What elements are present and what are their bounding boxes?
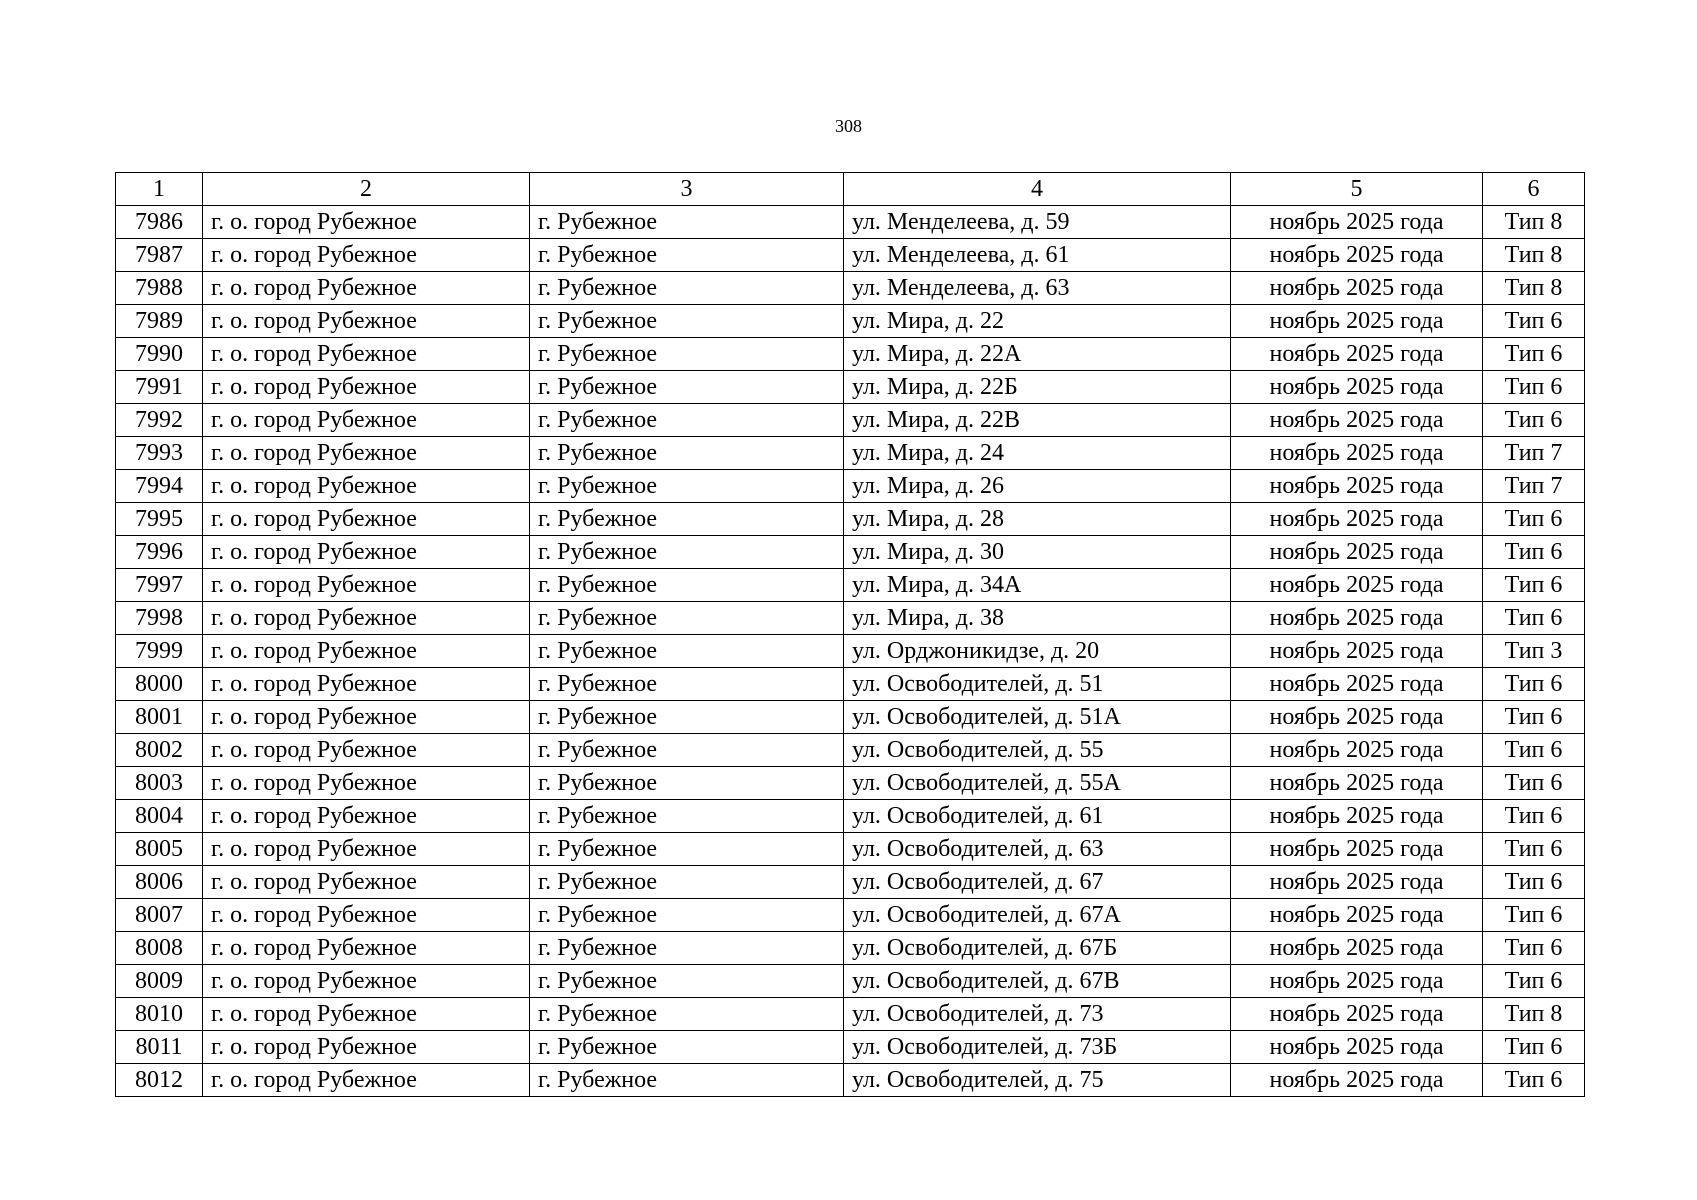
type-cell: Тип 6 [1483,833,1585,866]
district-cell: г. о. город Рубежное [203,305,530,338]
table-row [116,206,1585,239]
settlement-cell: г. Рубежное [530,833,844,866]
address-cell: ул. Мира, д. 24 [844,437,1231,470]
row-number-cell: 7993 [116,437,203,470]
address-cell: ул. Освободителей, д. 73Б [844,1031,1231,1064]
type-cell: Тип 6 [1483,767,1585,800]
table-row [116,833,1585,866]
date-cell: ноябрь 2025 года [1231,1031,1483,1064]
table-row [116,536,1585,569]
settlement-cell: г. Рубежное [530,602,844,635]
district-cell: г. о. город Рубежное [203,272,530,305]
address-cell: ул. Мира, д. 22Б [844,371,1231,404]
district-cell: г. о. город Рубежное [203,602,530,635]
date-cell: ноябрь 2025 года [1231,371,1483,404]
date-cell: ноябрь 2025 года [1231,503,1483,536]
row-number-cell: 7988 [116,272,203,305]
table-row [116,668,1585,701]
settlement-cell: г. Рубежное [530,1031,844,1064]
district-cell: г. о. город Рубежное [203,965,530,998]
address-cell: ул. Мира, д. 30 [844,536,1231,569]
settlement-cell: г. Рубежное [530,932,844,965]
row-number-cell: 8003 [116,767,203,800]
type-cell: Тип 7 [1483,470,1585,503]
district-cell: г. о. город Рубежное [203,635,530,668]
table-row [116,239,1585,272]
settlement-cell: г. Рубежное [530,536,844,569]
settlement-cell: г. Рубежное [530,569,844,602]
district-cell: г. о. город Рубежное [203,371,530,404]
address-cell: ул. Мира, д. 28 [844,503,1231,536]
settlement-cell: г. Рубежное [530,272,844,305]
address-cell: ул. Мира, д. 22В [844,404,1231,437]
settlement-cell: г. Рубежное [530,734,844,767]
housing-registry-table [115,172,1585,1097]
settlement-cell: г. Рубежное [530,239,844,272]
date-cell: ноябрь 2025 года [1231,734,1483,767]
address-cell: ул. Мира, д. 22 [844,305,1231,338]
type-cell: Тип 7 [1483,437,1585,470]
row-number-cell: 8000 [116,668,203,701]
type-cell: Тип 8 [1483,998,1585,1031]
table-row [116,437,1585,470]
settlement-cell: г. Рубежное [530,404,844,437]
district-cell: г. о. город Рубежное [203,536,530,569]
district-cell: г. о. город Рубежное [203,1064,530,1097]
row-number-cell: 8010 [116,998,203,1031]
address-cell: ул. Освободителей, д. 67А [844,899,1231,932]
settlement-cell: г. Рубежное [530,1064,844,1097]
address-cell: ул. Освободителей, д. 51А [844,701,1231,734]
column-header: 5 [1231,173,1483,206]
district-cell: г. о. город Рубежное [203,767,530,800]
row-number-cell: 7994 [116,470,203,503]
district-cell: г. о. город Рубежное [203,404,530,437]
row-number-cell: 7997 [116,569,203,602]
type-cell: Тип 6 [1483,899,1585,932]
table-header-row [116,173,1585,206]
district-cell: г. о. город Рубежное [203,866,530,899]
address-cell: ул. Освободителей, д. 61 [844,800,1231,833]
type-cell: Тип 6 [1483,866,1585,899]
table-row [116,1064,1585,1097]
date-cell: ноябрь 2025 года [1231,437,1483,470]
row-number-cell: 7991 [116,371,203,404]
address-cell: ул. Менделеева, д. 61 [844,239,1231,272]
row-number-cell: 8009 [116,965,203,998]
date-cell: ноябрь 2025 года [1231,305,1483,338]
settlement-cell: г. Рубежное [530,635,844,668]
date-cell: ноябрь 2025 года [1231,569,1483,602]
row-number-cell: 7999 [116,635,203,668]
type-cell: Тип 6 [1483,734,1585,767]
district-cell: г. о. город Рубежное [203,1031,530,1064]
row-number-cell: 7996 [116,536,203,569]
column-header: 6 [1483,173,1585,206]
type-cell: Тип 6 [1483,1064,1585,1097]
date-cell: ноябрь 2025 года [1231,833,1483,866]
settlement-cell: г. Рубежное [530,437,844,470]
settlement-cell: г. Рубежное [530,206,844,239]
date-cell: ноябрь 2025 года [1231,338,1483,371]
type-cell: Тип 6 [1483,569,1585,602]
row-number-cell: 8001 [116,701,203,734]
district-cell: г. о. город Рубежное [203,932,530,965]
settlement-cell: г. Рубежное [530,998,844,1031]
district-cell: г. о. город Рубежное [203,734,530,767]
row-number-cell: 8011 [116,1031,203,1064]
district-cell: г. о. город Рубежное [203,833,530,866]
table-row [116,305,1585,338]
settlement-cell: г. Рубежное [530,866,844,899]
column-header: 3 [530,173,844,206]
type-cell: Тип 6 [1483,668,1585,701]
row-number-cell: 7987 [116,239,203,272]
date-cell: ноябрь 2025 года [1231,272,1483,305]
row-number-cell: 8007 [116,899,203,932]
settlement-cell: г. Рубежное [530,800,844,833]
settlement-cell: г. Рубежное [530,701,844,734]
address-cell: ул. Освободителей, д. 67 [844,866,1231,899]
page-number: 308 [835,116,862,136]
table-row [116,635,1585,668]
type-cell: Тип 6 [1483,371,1585,404]
type-cell: Тип 6 [1483,965,1585,998]
address-cell: ул. Освободителей, д. 63 [844,833,1231,866]
type-cell: Тип 8 [1483,239,1585,272]
district-cell: г. о. город Рубежное [203,998,530,1031]
address-cell: ул. Освободителей, д. 67Б [844,932,1231,965]
table-row [116,734,1585,767]
type-cell: Тип 6 [1483,503,1585,536]
date-cell: ноябрь 2025 года [1231,800,1483,833]
table-row [116,569,1585,602]
district-cell: г. о. город Рубежное [203,668,530,701]
column-header: 1 [116,173,203,206]
table-row [116,1031,1585,1064]
address-cell: ул. Мира, д. 26 [844,470,1231,503]
date-cell: ноябрь 2025 года [1231,998,1483,1031]
type-cell: Тип 3 [1483,635,1585,668]
table-body [116,206,1585,1097]
table-row [116,272,1585,305]
type-cell: Тип 8 [1483,272,1585,305]
row-number-cell: 7995 [116,503,203,536]
district-cell: г. о. город Рубежное [203,239,530,272]
row-number-cell: 7998 [116,602,203,635]
row-number-cell: 8006 [116,866,203,899]
address-cell: ул. Мира, д. 38 [844,602,1231,635]
date-cell: ноябрь 2025 года [1231,965,1483,998]
table-row [116,800,1585,833]
table-row [116,602,1585,635]
address-cell: ул. Менделеева, д. 63 [844,272,1231,305]
date-cell: ноябрь 2025 года [1231,701,1483,734]
table-row [116,503,1585,536]
settlement-cell: г. Рубежное [530,899,844,932]
row-number-cell: 8012 [116,1064,203,1097]
row-number-cell: 8004 [116,800,203,833]
column-header: 2 [203,173,530,206]
settlement-cell: г. Рубежное [530,305,844,338]
address-cell: ул. Мира, д. 34А [844,569,1231,602]
row-number-cell: 7989 [116,305,203,338]
date-cell: ноябрь 2025 года [1231,899,1483,932]
date-cell: ноябрь 2025 года [1231,932,1483,965]
address-cell: ул. Освободителей, д. 75 [844,1064,1231,1097]
table-row [116,470,1585,503]
district-cell: г. о. город Рубежное [203,206,530,239]
date-cell: ноябрь 2025 года [1231,536,1483,569]
settlement-cell: г. Рубежное [530,767,844,800]
address-cell: ул. Освободителей, д. 51 [844,668,1231,701]
type-cell: Тип 6 [1483,932,1585,965]
date-cell: ноябрь 2025 года [1231,866,1483,899]
row-number-cell: 7986 [116,206,203,239]
district-cell: г. о. город Рубежное [203,470,530,503]
district-cell: г. о. город Рубежное [203,503,530,536]
table-row [116,866,1585,899]
district-cell: г. о. город Рубежное [203,701,530,734]
table-row [116,404,1585,437]
row-number-cell: 8005 [116,833,203,866]
address-cell: ул. Орджоникидзе, д. 20 [844,635,1231,668]
type-cell: Тип 6 [1483,800,1585,833]
type-cell: Тип 6 [1483,305,1585,338]
table-row [116,965,1585,998]
settlement-cell: г. Рубежное [530,470,844,503]
date-cell: ноябрь 2025 года [1231,668,1483,701]
type-cell: Тип 6 [1483,338,1585,371]
table-row [116,899,1585,932]
address-cell: ул. Освободителей, д. 73 [844,998,1231,1031]
table-row [116,998,1585,1031]
date-cell: ноябрь 2025 года [1231,206,1483,239]
address-cell: ул. Освободителей, д. 55 [844,734,1231,767]
table-row [116,338,1585,371]
type-cell: Тип 6 [1483,602,1585,635]
table-row [116,932,1585,965]
settlement-cell: г. Рубежное [530,371,844,404]
district-cell: г. о. город Рубежное [203,569,530,602]
date-cell: ноябрь 2025 года [1231,1064,1483,1097]
settlement-cell: г. Рубежное [530,668,844,701]
type-cell: Тип 6 [1483,701,1585,734]
settlement-cell: г. Рубежное [530,503,844,536]
district-cell: г. о. город Рубежное [203,437,530,470]
type-cell: Тип 6 [1483,1031,1585,1064]
address-cell: ул. Мира, д. 22А [844,338,1231,371]
date-cell: ноябрь 2025 года [1231,470,1483,503]
district-cell: г. о. город Рубежное [203,338,530,371]
date-cell: ноябрь 2025 года [1231,767,1483,800]
column-header: 4 [844,173,1231,206]
address-cell: ул. Менделеева, д. 59 [844,206,1231,239]
table-row [116,371,1585,404]
settlement-cell: г. Рубежное [530,338,844,371]
date-cell: ноябрь 2025 года [1231,602,1483,635]
address-cell: ул. Освободителей, д. 55А [844,767,1231,800]
row-number-cell: 8002 [116,734,203,767]
date-cell: ноябрь 2025 года [1231,239,1483,272]
settlement-cell: г. Рубежное [530,965,844,998]
row-number-cell: 7990 [116,338,203,371]
table-row [116,767,1585,800]
date-cell: ноябрь 2025 года [1231,635,1483,668]
type-cell: Тип 6 [1483,404,1585,437]
table-row [116,701,1585,734]
row-number-cell: 8008 [116,932,203,965]
district-cell: г. о. город Рубежное [203,899,530,932]
date-cell: ноябрь 2025 года [1231,404,1483,437]
row-number-cell: 7992 [116,404,203,437]
type-cell: Тип 6 [1483,536,1585,569]
district-cell: г. о. город Рубежное [203,800,530,833]
address-cell: ул. Освободителей, д. 67В [844,965,1231,998]
type-cell: Тип 8 [1483,206,1585,239]
